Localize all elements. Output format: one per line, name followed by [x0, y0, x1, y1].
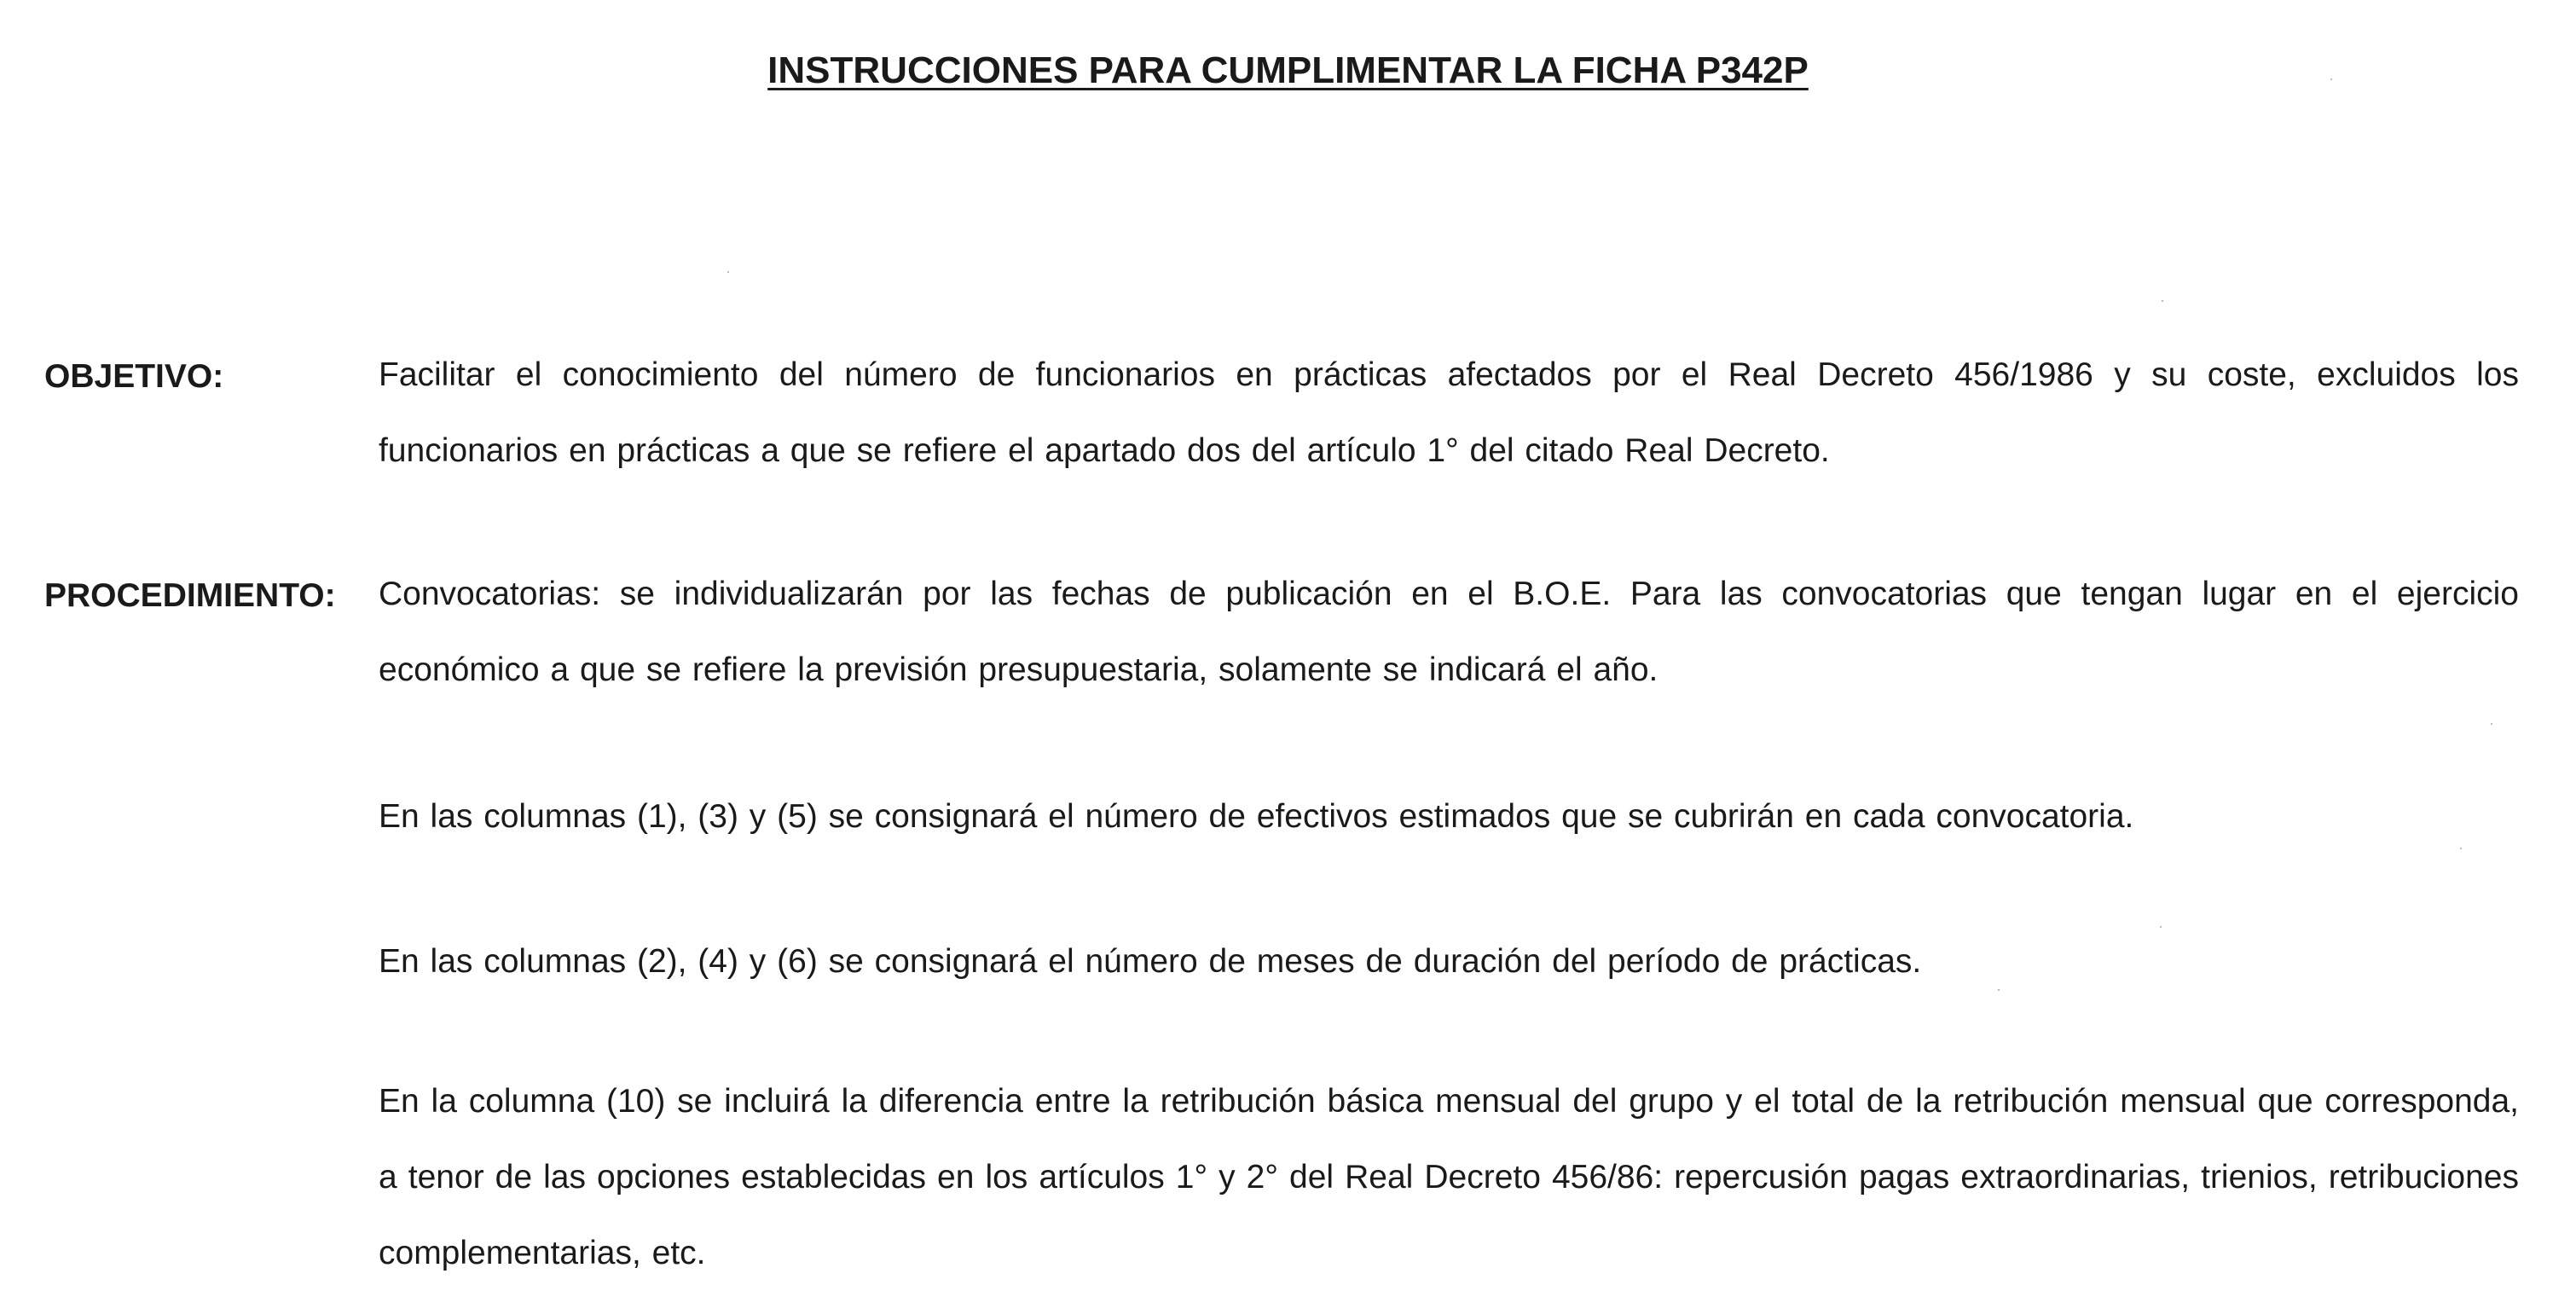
document-title: INSTRUCCIONES PARA CUMPLIMENTAR LA FICHA P342P	[767, 49, 1809, 91]
scan-speck	[2160, 926, 2162, 928]
objetivo-label: OBJETIVO:	[44, 358, 224, 395]
objetivo-text: Facilitar el conocimiento del número de funcionarios en prácticas afectados por el Real Decreto 456/1986 y su coste, excluidos los funcionarios en prácticas a que se refiere el apartado dos del artículo 1° del citado Real Decreto.	[379, 356, 2519, 469]
procedimiento-paragraph-columna-10: En la columna (10) se incluirá la diferencia entre la retribución básica mensual del grupo y el total de la retribución mensual que corresponda, a tenor de las opciones establecidas en los artículos 1° y 2° del Real Decreto 456/86: repercusión pagas extraordinarias, trienios, retribuciones complementarias, etc.	[379, 1083, 2519, 1271]
procedimiento-paragraph-columnas-1-3-5: En las columnas (1), (3) y (5) se consignará el número de efectivos estimados que se cubrirán en cada convocatoria.	[379, 798, 2134, 835]
procedimiento-label: PROCEDIMIENTO:	[44, 577, 336, 614]
scan-speck	[2162, 300, 2163, 302]
scan-speck	[727, 271, 729, 273]
procedimiento-paragraph-columnas-2-4-6: En las columnas (2), (4) y (6) se consignará el número de meses de duración del período de prácticas.	[379, 943, 1922, 980]
scan-speck	[1998, 989, 2000, 991]
procedimiento-paragraph-convocatorias: Convocatorias: se individualizarán por las fechas de publicación en el B.O.E. Para las convocatorias que tengan lugar en el ejercicio económico a que se refiere la previsión presupuestaria, solamente se indicará el año.	[379, 576, 2519, 688]
scan-speck	[2491, 723, 2492, 725]
scan-speck	[2460, 848, 2462, 849]
scan-speck	[2330, 78, 2332, 80]
